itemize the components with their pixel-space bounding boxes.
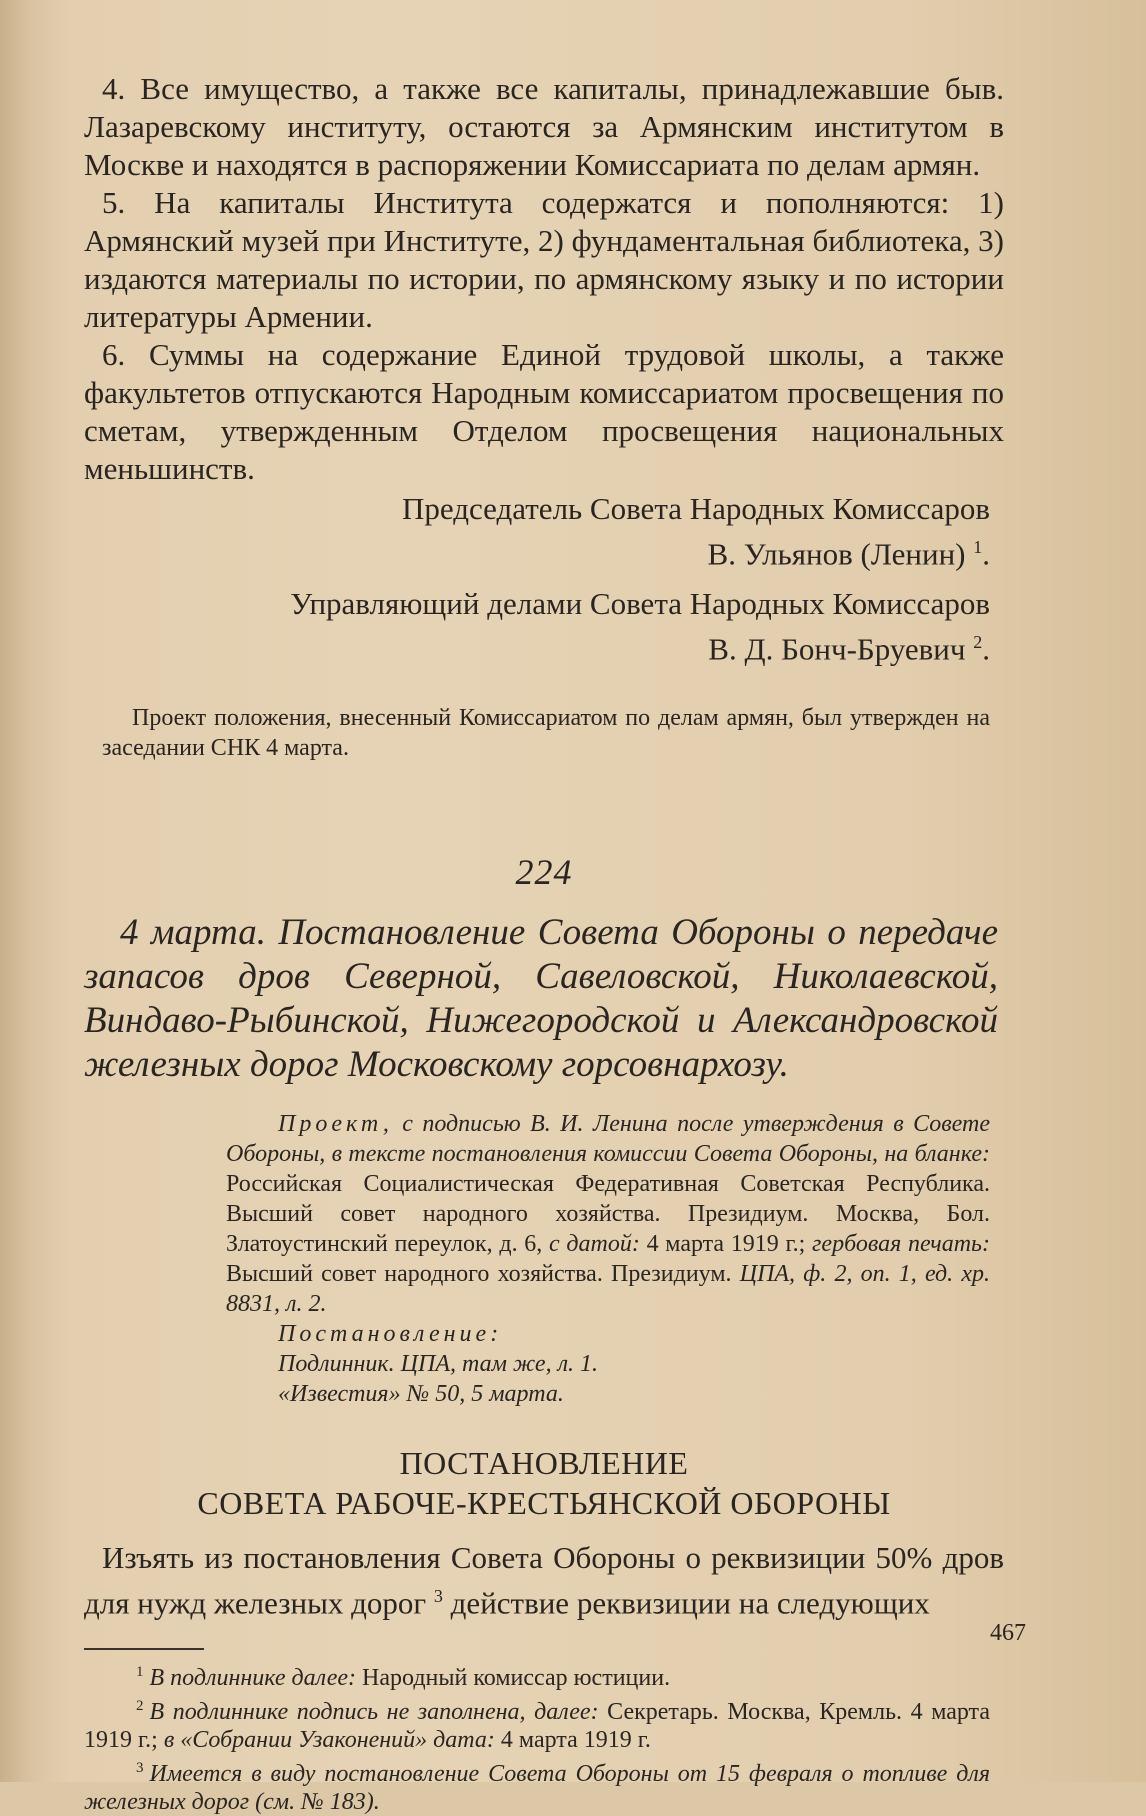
source-archive-2: Подлинник. ЦПА, там же, л. 1. — [278, 1350, 599, 1377]
footnote-1-text: Народный комиссар юстиции. — [362, 1664, 671, 1691]
document-title: 4 марта. Постановление Совета Обороны о передаче запасов дров Северной, Савеловской, Николаевской, Виндаво-Рыбинской, Нижегородской и Александровской железных дорог Московскому горсовнархозу. — [84, 911, 998, 1085]
source-resolution-line — [226, 1319, 990, 1349]
signature-bonch-bruevich — [84, 585, 1004, 668]
signature-name-2-line: В. Д. Бонч-Бруевич $^2$. — [708, 631, 990, 667]
heading-line-1: ПОСТАНОВЛЕНИЕ — [399, 1444, 689, 1481]
footnote-3-number: 3 — [136, 1759, 144, 1776]
resolution-body — [84, 1539, 1004, 1622]
footnote-mark-2: 2 — [973, 632, 983, 653]
footnote-2-number: 2 — [136, 1697, 144, 1714]
footnote-mark-1: 1 — [973, 537, 983, 557]
signature-lenin — [84, 490, 1004, 573]
signature-name-1: В. Ульянов (Ленин) — [707, 536, 966, 572]
footnote-divider — [84, 1648, 204, 1650]
source-date-label: с датой: — [549, 1230, 640, 1257]
footnote-2-text-2: 4 марта 1919 г. — [500, 1726, 651, 1753]
footnote-2-label: В подлиннике подпись не заполнена, далее: — [149, 1698, 599, 1725]
footnote-2-text: Секретарь. Москва, Кремль. 4 марта 1919 г.; — [84, 1698, 990, 1753]
signature-name-1-line: В. Ульянов (Ленин) $^1$. — [707, 536, 990, 572]
paragraph-6: 6. Суммы на содержание Единой трудовой школы, а также факультетов отпускаются Народным комиссариатом просвещения по сметам, утвержденным Отделом просвещения национальных меньшинств. — [84, 337, 1004, 486]
heading-line-2: СОВЕТА РАБОЧЕ-КРЕСТЬЯНСКОЙ ОБОРОНЫ — [197, 1484, 891, 1521]
source-project-label: Проект, — [278, 1110, 393, 1137]
signature-title-1: Председатель Совета Народных Комиссаров — [402, 491, 990, 526]
document-number: 224 — [515, 851, 573, 892]
resolution-body-text: Изъять из постановления Совета Обороны о реквизиции 50% дров для нужд железных дорог — [84, 1539, 1004, 1620]
paragraph-4: 4. Все имущество, а также все капиталы, принадлежавшие быв. Лазаревскому институту, остаются за Армянским институтом в Москве и находятся в распоряжении Комиссариата по делам армян. — [84, 71, 1004, 182]
footnote-1 — [84, 1658, 1004, 1692]
signature-title-2: Управляющий делами Совета Народных Комиссаров — [290, 586, 990, 622]
editor-note: Проект положения, внесенный Комиссариатом по делам армян, был утвержден на заседании СНК 4 марта. — [102, 704, 990, 761]
source-blank-text: Российская Социалистическая Федеративная Советская Республика. Высший совет народного хозяйства. Президиум. Москва, Бол. Златоустинский переулок, д. 6, — [226, 1170, 990, 1257]
footnote-1-label: В подлиннике далее: — [149, 1664, 357, 1691]
resolution-body-continued: действие реквизиции на следующих — [450, 1584, 930, 1620]
source-description — [226, 1109, 990, 1409]
source-project — [226, 1109, 990, 1319]
footnote-3-text: Имеется в виду постановление Совета Обороны от 15 февраля о топливе для железных дорог (см. № 183). — [84, 1760, 990, 1815]
footnote-3 — [84, 1754, 1004, 1816]
footnote-2-label-2: в «Собрании Узаконений» дата: — [163, 1726, 495, 1753]
source-resolution-label: Постановление: — [278, 1320, 503, 1347]
source-newspaper: «Известия» № 50, 5 марта. — [278, 1380, 564, 1407]
footnote-mark-3: 3 — [433, 1585, 443, 1606]
source-blank-label: на бланке: — [884, 1140, 990, 1167]
source-date-text: 4 марта 1919 г.; — [646, 1230, 806, 1257]
paragraph-5: 5. На капиталы Института содержатся и пополняются: 1) Армянский музей при Институте, 2) фундаментальная библиотека, 3) издаются материалы по истории, по армянскому языку и по истории литературы Армении. — [84, 185, 1004, 334]
resolution-heading — [84, 1443, 1004, 1523]
footnote-2 — [84, 1692, 1004, 1754]
source-archive-1: ЦПА, ф. 2, оп. 1, ед. хр. 8831, л. 2. — [226, 1260, 991, 1317]
source-seal-text: Высший совет народного хозяйства. Президиум. — [226, 1260, 732, 1287]
signature-name-2: В. Д. Бонч-Бруевич — [708, 631, 966, 667]
footnote-1-number: 1 — [136, 1663, 144, 1680]
page-content — [84, 70, 1004, 1816]
page-number: 467 — [990, 1620, 1026, 1646]
source-project-with: с подписью В. И. Ленина после утверждения в Совете Обороны, в тексте постановления комиссии Совета Обороны, — [226, 1110, 991, 1167]
source-seal-label: гербовая печать: — [812, 1230, 990, 1257]
